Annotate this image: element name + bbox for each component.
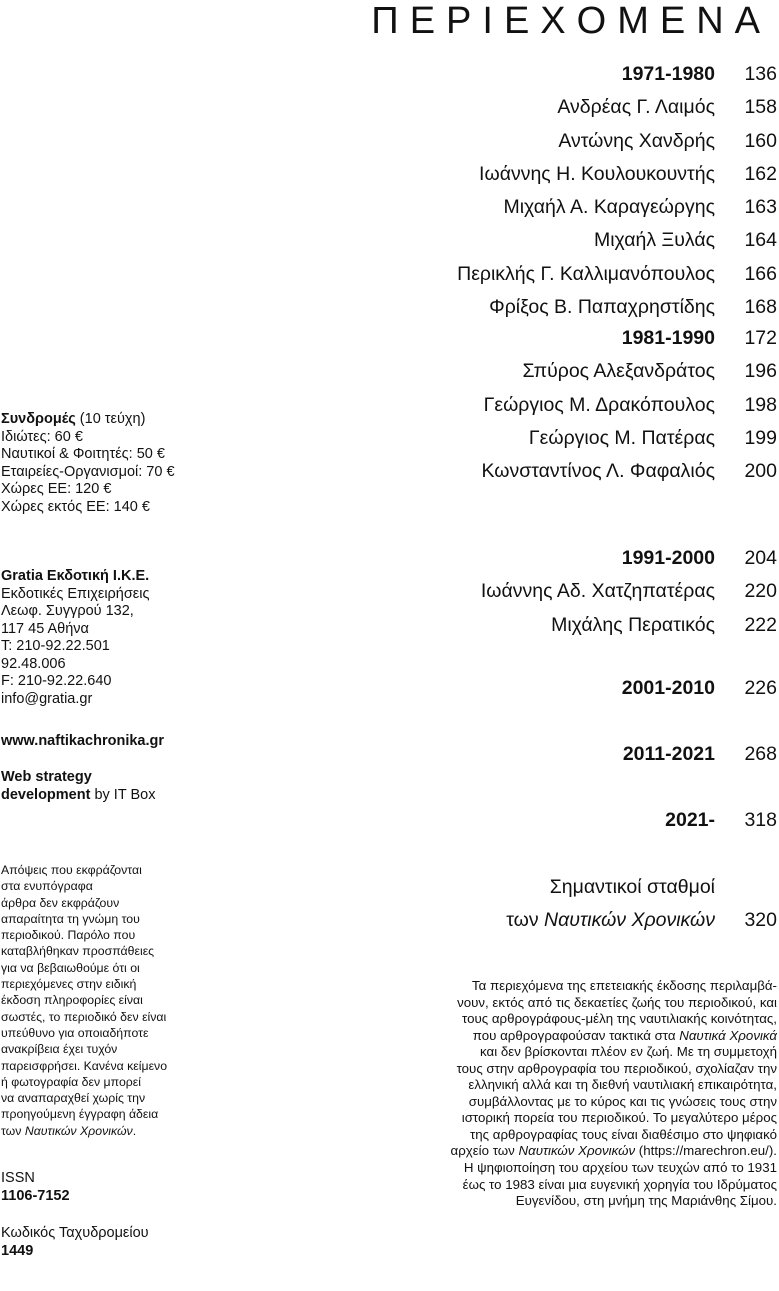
disclaimer-line: στα ενυπόγραφα [1,879,93,894]
magazine-name: Ναυτικών Χρονικών [518,1143,636,1159]
toc-entry-name: Μιχαήλ Α. Καραγεώργης [503,196,715,219]
toc-entry[interactable] [300,455,779,488]
paragraph-line: Τα περιεχόμενα της επετειακής έκδοσης περιλαμβά- [471,978,777,993]
toc-entry[interactable] [300,125,779,158]
toc-entry-name: 2021- [665,809,715,831]
toc-entry-page: 226 [744,677,777,699]
publisher-line: Εκδοτικές Επιχειρήσεις [1,585,150,602]
subscription-line: Ναυτικοί & Φοιτητές: 50 € [1,446,165,462]
page-title: ΠΕΡΙΕΧΟΜΕΝΑ [371,0,771,42]
toc-decade-entry[interactable] [300,542,779,575]
toc-entry-name: 2001-2010 [621,677,715,699]
toc-entry-page: 199 [744,426,777,449]
toc-entry-name: 1991-2000 [621,547,715,569]
toc-entry[interactable] [300,291,779,324]
toc-entry-page: 172 [744,327,777,349]
paragraph-line: Η ψηφιοποίηση του αρχείου των τευχών από το 1931 [463,1160,777,1176]
toc-entry[interactable] [300,91,779,124]
publisher-line: Λεωφ. Συγγρού 132, [1,603,134,619]
toc-entry[interactable] [300,158,779,191]
toc-entry-name: Σπύρος Αλεξανδράτος [522,360,715,383]
disclaimer-line: ανακρίβεια έχει τυχόν [1,1042,118,1057]
toc-entry-page: 158 [744,96,777,119]
toc-entry-page: 318 [744,809,777,831]
paragraph-line: νουν, εκτός από τις δεκαετίες ζωής του περιοδικού, και [457,994,777,1010]
disclaimer-line: καταβλήθηκαν προσπάθειες [1,944,155,959]
disclaimer-line: περιεχόμενες στην ειδική [1,977,137,992]
toc-entry-name: Γεώργιος Μ. Πατέρας [528,426,715,449]
toc-entry-name: Γεώργιος Μ. Δρακόπουλος [483,393,715,416]
toc-entry-name: Ιωάννης Η. Κουλουκουντής [479,162,715,185]
disclaimer-line: περιοδικού. Παρόλο που [1,928,136,943]
issn-block [1,1170,241,1205]
paragraph-line: συμβάλλοντας με το κύρος και τις γνώσεις τους στην [468,1093,777,1109]
publisher-line: 117 45 Αθήνα [1,620,89,637]
toc-entry-page: 220 [744,580,777,603]
postal-code-block [1,1225,241,1260]
publisher-phone: T: 210-92.22.501 [1,638,110,654]
publisher-email[interactable]: info@gratia.gr [1,690,93,707]
subscriptions-heading [1,411,241,429]
disclaimer-line: παρεισφρήσει. Κανένα κείμενο [1,1058,168,1073]
toc-entry-name: 2011-2021 [622,743,715,765]
publisher-name [1,568,241,586]
disclaimer-line: ή φωτογραφία δεν μπορεί [1,1074,141,1089]
toc-section-milestones [300,871,779,938]
webdev-rest: by IT Box [90,786,156,803]
magazine-name: Ναυτικών Χρονικών [24,1123,133,1138]
toc-entry-line[interactable] [300,904,779,937]
toc-entry-name: Μιχαήλ Ξυλάς [593,229,715,252]
toc-section-1971-1980 [300,58,779,324]
paragraph-line [338,1143,777,1160]
toc-entry-page: 222 [744,613,777,636]
toc-entry[interactable] [300,575,779,608]
text-fragment: των [1,1123,25,1138]
toc-entry-name: Κωνσταντίνος Λ. Φαφαλιός [481,460,715,483]
toc-section-2021 [300,804,779,837]
toc-entry-name: 1981-1990 [621,327,715,349]
toc-entry-page: 164 [744,229,777,252]
toc-entry-page: 200 [744,460,777,483]
heading-note: (10 τεύχη) [75,411,146,427]
toc-entry[interactable] [300,738,779,771]
toc-entry-name: 1971-1980 [621,63,715,85]
archive-link[interactable]: (https://marechron.eu/). [635,1143,777,1159]
toc-entry-name: Αντώνης Χανδρής [558,129,715,152]
toc-entry-name [506,904,715,937]
toc-decade-entry[interactable] [300,58,779,91]
website-block [1,733,241,751]
subscription-line: Εταιρείες-Οργανισμοί: 70 € [1,463,175,480]
toc-entry[interactable] [300,804,779,837]
toc-entry-page: 268 [744,743,777,765]
text-fragment: αρχείο των [450,1143,519,1159]
publisher-block [1,568,241,708]
publisher-phone: 92.48.006 [1,655,66,672]
toc-entry-page: 196 [744,360,777,383]
toc-entry[interactable] [300,258,779,291]
toc-entry-name: Ανδρέας Γ. Λαιμός [557,96,715,119]
toc-entry-name: Ιωάννης Αδ. Χατζηπατέρας [480,580,715,603]
text-fragment: που αρθρογραφούσαν τακτικά στα [472,1027,680,1043]
issn-label: ISSN [1,1170,35,1186]
disclaimer-line: να αναπαραχθεί χωρίς την [1,1091,146,1106]
subscription-line: Ιδιώτες: 60 € [1,428,83,445]
publisher-name-text: Gratia Εκδοτική Ι.Κ.Ε. [1,568,150,584]
toc-entry-line[interactable] [300,871,779,904]
magazine-name: Ναυτικά Χρονικά [679,1027,777,1043]
paragraph-line: τους αρθρογράφους-μέλη της ναυτιλιακής κοινότητας, [462,1011,777,1027]
toc-section-1981-1990 [300,322,779,488]
heading-bold: Συνδρομές [1,411,76,427]
disclaimer-line: σωστές, το περιοδικό δεν είναι [1,1009,167,1024]
publisher-fax: F: 210-92.22.640 [1,673,112,689]
paragraph-line: έως το 1983 είναι μια ευγενική χορηγία του Ιδρύματος [462,1176,777,1192]
toc-entry-page: 168 [744,296,777,319]
toc-entry-page: 166 [744,262,777,285]
description-paragraph [338,978,777,1210]
disclaimer-line: έκδοση πληροφορίες είναι [1,993,143,1008]
toc-entry-name: Μιχάλης Περατικός [551,613,715,636]
subscriptions-block [1,411,241,516]
disclaimer-line: απαραίτητα τη γνώμη του [1,911,140,926]
toc-entry[interactable] [300,609,779,642]
issn-value: 1106-7152 [1,1187,70,1204]
toc-entry[interactable] [300,422,779,455]
disclaimer-line: άρθρα δεν εκφράζουν [1,895,120,910]
toc-entry[interactable] [300,389,779,422]
paragraph-line: ιστορική πορεία του περιοδικού. Το μεγαλύτερο μέρος [461,1110,777,1126]
disclaimer-line: Απόψεις που εκφράζονται [1,863,142,877]
disclaimer-line [1,1123,216,1139]
text-fragment: . [132,1123,137,1138]
toc-entry-page: 198 [744,393,777,416]
paragraph-line: Ευγενίδου, στη μνήμη της Μαριάνθης Σίμου. [515,1193,777,1209]
disclaimer-line: προηγούμενη έγγραφη άδεια [1,1107,159,1122]
toc-entry-name: Περικλής Γ. Καλλιμανόπουλος [457,262,715,285]
toc-entry[interactable] [300,672,779,705]
toc-section-2011-2021 [300,738,779,771]
toc-decade-entry[interactable] [300,322,779,355]
paragraph-line: της αρθρογραφίας τους είναι διαθέσιμο στο ψηφιακό [470,1126,777,1142]
toc-entry-page: 136 [744,63,777,85]
toc-entry-page: 163 [744,196,777,219]
disclaimer-line: για να βεβαιωθούμε ότι οι [1,960,140,975]
subscription-line: Χώρες εκτός ΕΕ: 140 € [1,498,150,515]
toc-entry[interactable] [300,355,779,388]
text-fragment: των [506,909,545,932]
toc-entry-page: 320 [744,909,777,932]
postal-value: 1449 [1,1242,34,1259]
toc-entry[interactable] [300,224,779,257]
webdev-line [1,787,241,805]
magazine-name: Ναυτικών Χρονικών [544,909,715,932]
webdev-line [1,769,241,787]
toc-entry-page: 162 [744,162,777,185]
subscription-line: Χώρες ΕΕ: 120 € [1,481,112,497]
toc-entry-page: 160 [744,129,777,152]
toc-entry[interactable] [300,191,779,224]
paragraph-line [338,1028,777,1045]
webdev-credit [1,769,241,804]
webdev-bold: Web strategy [1,769,92,785]
disclaimer-line: υπεύθυνο για οποιαδήποτε [1,1025,149,1040]
toc-entry-name: Φρίξος Β. Παπαχρηστίδης [489,296,715,319]
disclaimer-block [1,862,216,1139]
issn-value-line [1,1188,241,1206]
paragraph-line: ελληνική αλλά και τη διεθνή ναυτιλιακή επικαιρότητα, [468,1077,777,1093]
toc-entry-page: 204 [744,547,777,569]
website-link[interactable]: www.naftikachronika.gr [1,733,165,749]
webdev-bold: development [1,786,91,803]
postal-value-line [1,1243,241,1261]
postal-label: Κωδικός Ταχυδρομείου [1,1225,149,1241]
paragraph-line: και δεν βρίσκονται πλέον εν ζωή. Με τη συμμετοχή [480,1044,777,1060]
toc-section-2001-2010 [300,672,779,705]
toc-section-1991-2000 [300,542,779,642]
toc-entry-name: Σημαντικοί σταθμοί [549,876,715,898]
paragraph-line: τους στην αρθρογραφία του περιοδικού, σχολίαζαν την [456,1060,777,1076]
